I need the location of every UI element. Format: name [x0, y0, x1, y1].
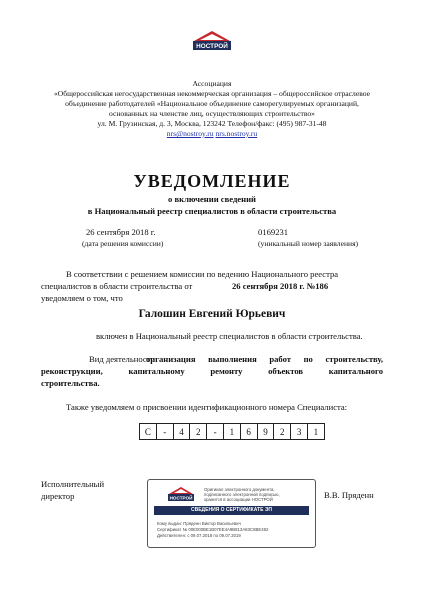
- id-cell: 2: [274, 424, 291, 439]
- stamp-logo: [166, 486, 196, 502]
- activity-word: объектов: [268, 366, 304, 376]
- decision-date-label: (дата решения комиссии): [82, 239, 164, 248]
- stamp-desc-1: Оригинал электронного документа,: [204, 487, 275, 492]
- id-cell: 3: [291, 424, 308, 439]
- specialist-id-boxes: [139, 423, 325, 440]
- para1-line3: уведомляем о том, что: [41, 293, 123, 303]
- org-line-2: объединение работодателей «Национальное объединение саморегулируемых организаций,: [65, 99, 359, 108]
- id-cell: 1: [224, 424, 241, 439]
- id-cell: 1: [313, 426, 319, 437]
- notice-subtitle-2: в Национальный реестр специалистов в области строительства: [87, 206, 337, 216]
- stamp-logo-text: НОСТРОЙ: [169, 495, 193, 501]
- notice-title: УВЕДОМЛЕНИЕ: [133, 171, 291, 191]
- decision-date: 26 сентября 2018 г.: [86, 227, 156, 237]
- logo-text: НОСТРОЙ: [196, 43, 228, 51]
- org-label: Ассоциация: [192, 79, 232, 88]
- activity-label: Вид деятельности:: [89, 354, 158, 364]
- id-cell: 9: [258, 424, 275, 439]
- id-cell: С: [140, 424, 157, 439]
- included-text: включен в Национальный реестр специалистов в области строительства.: [96, 331, 363, 341]
- signer-position-2: директор: [41, 491, 75, 501]
- org-address: ул. М. Грузинская, д. 3, Москва, 123242 Телефон/факс: (495) 987-31-48: [97, 119, 327, 128]
- activity-line1: организация выполнения работ по строительству,: [146, 354, 383, 364]
- activity-word: ремонту: [210, 366, 243, 376]
- activity-word: капитальному: [128, 366, 185, 376]
- stamp-band: СВЕДЕНИЯ О СЕРТИФИКАТЕ ЭП: [154, 506, 309, 515]
- org-line-3: основанных на членстве лиц, осуществляющих строительство»: [109, 109, 315, 118]
- activity-word: реконструкции,: [41, 366, 103, 376]
- site-link[interactable]: nrs.nostroy.ru: [215, 129, 258, 138]
- org-contacts: [0, 129, 424, 138]
- application-number-label: (уникальный номер заявления): [258, 239, 359, 248]
- email-link[interactable]: nrs@nostroy.ru: [166, 129, 214, 138]
- signer-name: В.В. Пряденн: [324, 490, 374, 500]
- stamp-owner: Кому выдан: Пряденн Виктор Васильевич: [157, 521, 241, 526]
- id-cell: -: [207, 424, 224, 439]
- activity-word: капитального: [328, 366, 383, 376]
- notice-subtitle-1: о включении сведений: [168, 194, 256, 204]
- e-signature-stamp: [147, 479, 316, 548]
- stamp-desc-3: хранится в ассоциации НОСТРОЙ: [204, 497, 273, 502]
- person-name: Галошин Евгений Юрьевич: [138, 308, 286, 320]
- signer-position-1: Исполнительный: [41, 479, 105, 489]
- id-cell: 6: [241, 424, 258, 439]
- id-cell: 2: [190, 424, 207, 439]
- id-notice: Также уведомляем о присвоении идентификационного номера Специалиста:: [66, 402, 348, 412]
- id-cell: 4: [174, 424, 191, 439]
- para1-line1: В соответствии с решением комиссии по ведению Национального реестра: [66, 269, 339, 279]
- stamp-certificate: Сертификат № 00E000BE1B07EE4A9B813A83C8BE492: [157, 527, 269, 532]
- nostroy-logo: [190, 30, 234, 52]
- para1-line2: специалистов в области строительства от: [41, 281, 193, 291]
- org-line-1: «Общероссийская негосударственная некоммерческая организация – общероссийское отраслевое: [54, 89, 370, 98]
- stamp-desc-2: подписанного электронной подписью,: [204, 492, 280, 497]
- stamp-validity: Действителен: с 09.07.2018 по 09.07.2019: [157, 533, 241, 538]
- commission-decision: 26 сентября 2018 г. №186: [232, 281, 329, 291]
- activity-line3: строительства.: [41, 378, 100, 388]
- activity-line2: [41, 366, 383, 377]
- id-cell: -: [157, 424, 174, 439]
- application-number: 0169231: [258, 227, 289, 237]
